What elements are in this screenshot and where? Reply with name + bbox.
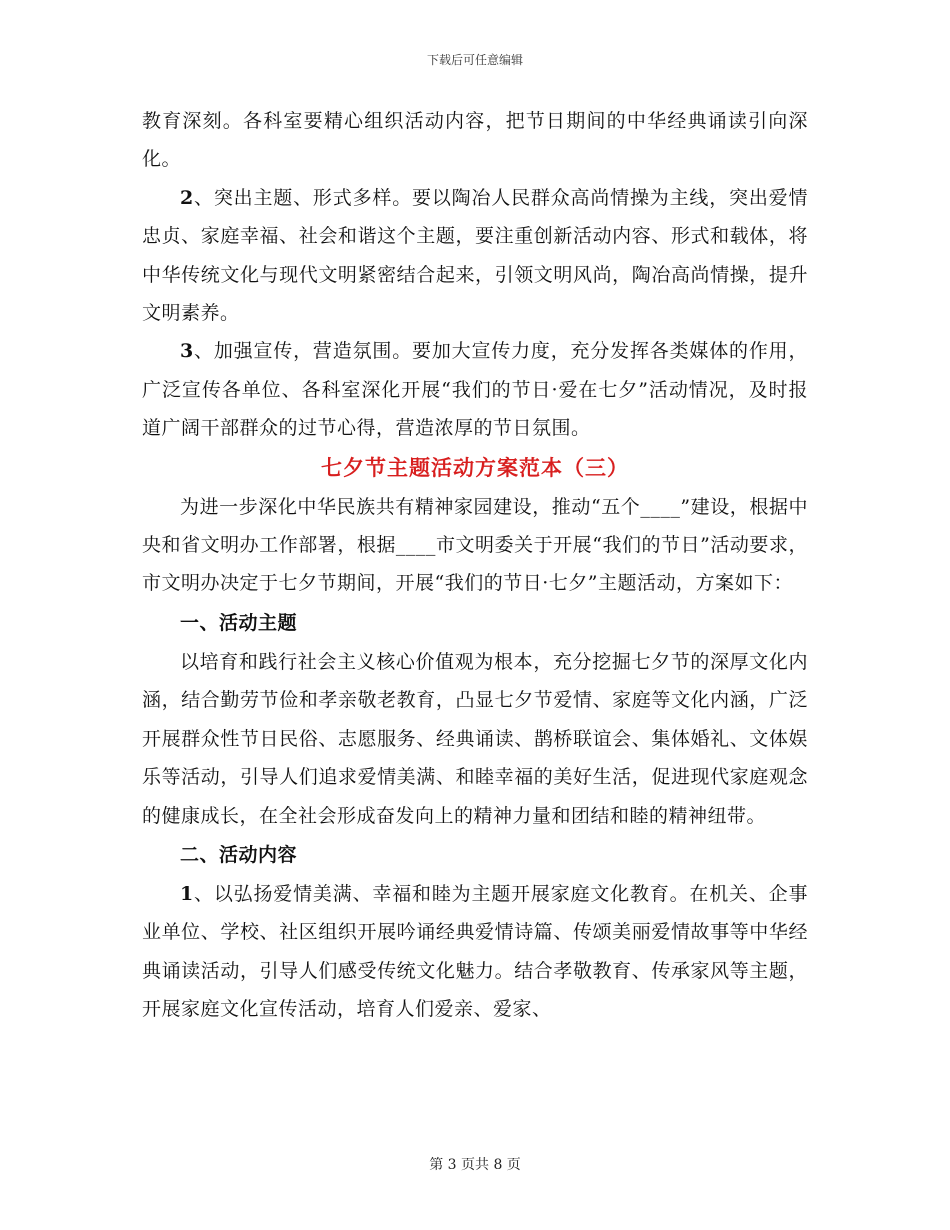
heading-activity-theme: 一、活动主题 [180, 611, 298, 634]
item-text: 、突出主题、形式多样。要以陶冶人民群众高尚情操为主线，突出爱情忠贞、家庭幸福、社会和谐这个主题，要注重创新活动内容、形式和载体，将中华传统文化与现代文明紧密结合起来，引领文明风尚，陶冶高尚情操，提升文明素养。 [142, 186, 808, 325]
paragraph-content-1 [142, 875, 808, 1029]
item-text: 、以弘扬爱情美满、幸福和睦为主题开展家庭文化教育。在机关、企事业单位、学校、社区组织开展吟诵经典爱情诗篇、传颂美丽爱情故事等中华经典诵读活动，引导人们感受传统文化魅力。结合孝敬教育、传承家风等主题，开展家庭文化宣传活动，培育人们爱亲、爱家、 [142, 882, 808, 1021]
document-body [142, 102, 808, 1029]
page-footer: 第 3 页共 8 页 [429, 1157, 521, 1173]
item-number: 2 [180, 186, 194, 209]
theme-paragraph: 以培育和践行社会主义核心价值观为根本，充分挖掘七夕节的深厚文化内涵，结合勤劳节俭和孝亲敬老教育，凸显七夕节爱情、家庭等文化内涵，广泛开展群众性节日民俗、志愿服务、经典诵读、鹊桥联谊会、集体婚礼、文体娱乐等活动，引导人们追求爱情美满、和睦幸福的美好生活，促进现代家庭观念的健康成长，在全社会形成奋发向上的精神力量和团结和睦的精神纽带。 [142, 650, 808, 827]
page-header: 下载后可任意编辑 [426, 53, 523, 67]
item-number: 1 [180, 882, 194, 905]
section-title: 七夕节主题活动方案范本（三） [321, 454, 629, 480]
paragraph-item-3 [142, 332, 808, 447]
heading-activity-content: 二、活动内容 [180, 843, 298, 866]
item-number: 3 [180, 340, 194, 363]
intro-paragraph: 为进一步深化中华民族共有精神家园建设，推动“五个____”建设，根据中央和省文明办工作部署，根据____市文明委关于开展“我们的节日”活动要求，市文明办决定于七夕节期间，开展“我们的节日·七夕”主题活动，方案如下： [142, 495, 808, 595]
paragraph-continued: 教育深刻。各科室要精心组织活动内容，把节日期间的中华经典诵读引向深化。 [142, 110, 808, 171]
paragraph-item-2 [142, 179, 808, 333]
item-text: 、加强宣传，营造氛围。要加大宣传力度，充分发挥各类媒体的作用，广泛宣传各单位、各科室深化开展“我们的节日·爱在七夕”活动情况，及时报道广阔干部群众的过节心得，营造浓厚的节日氛围。 [142, 340, 808, 440]
